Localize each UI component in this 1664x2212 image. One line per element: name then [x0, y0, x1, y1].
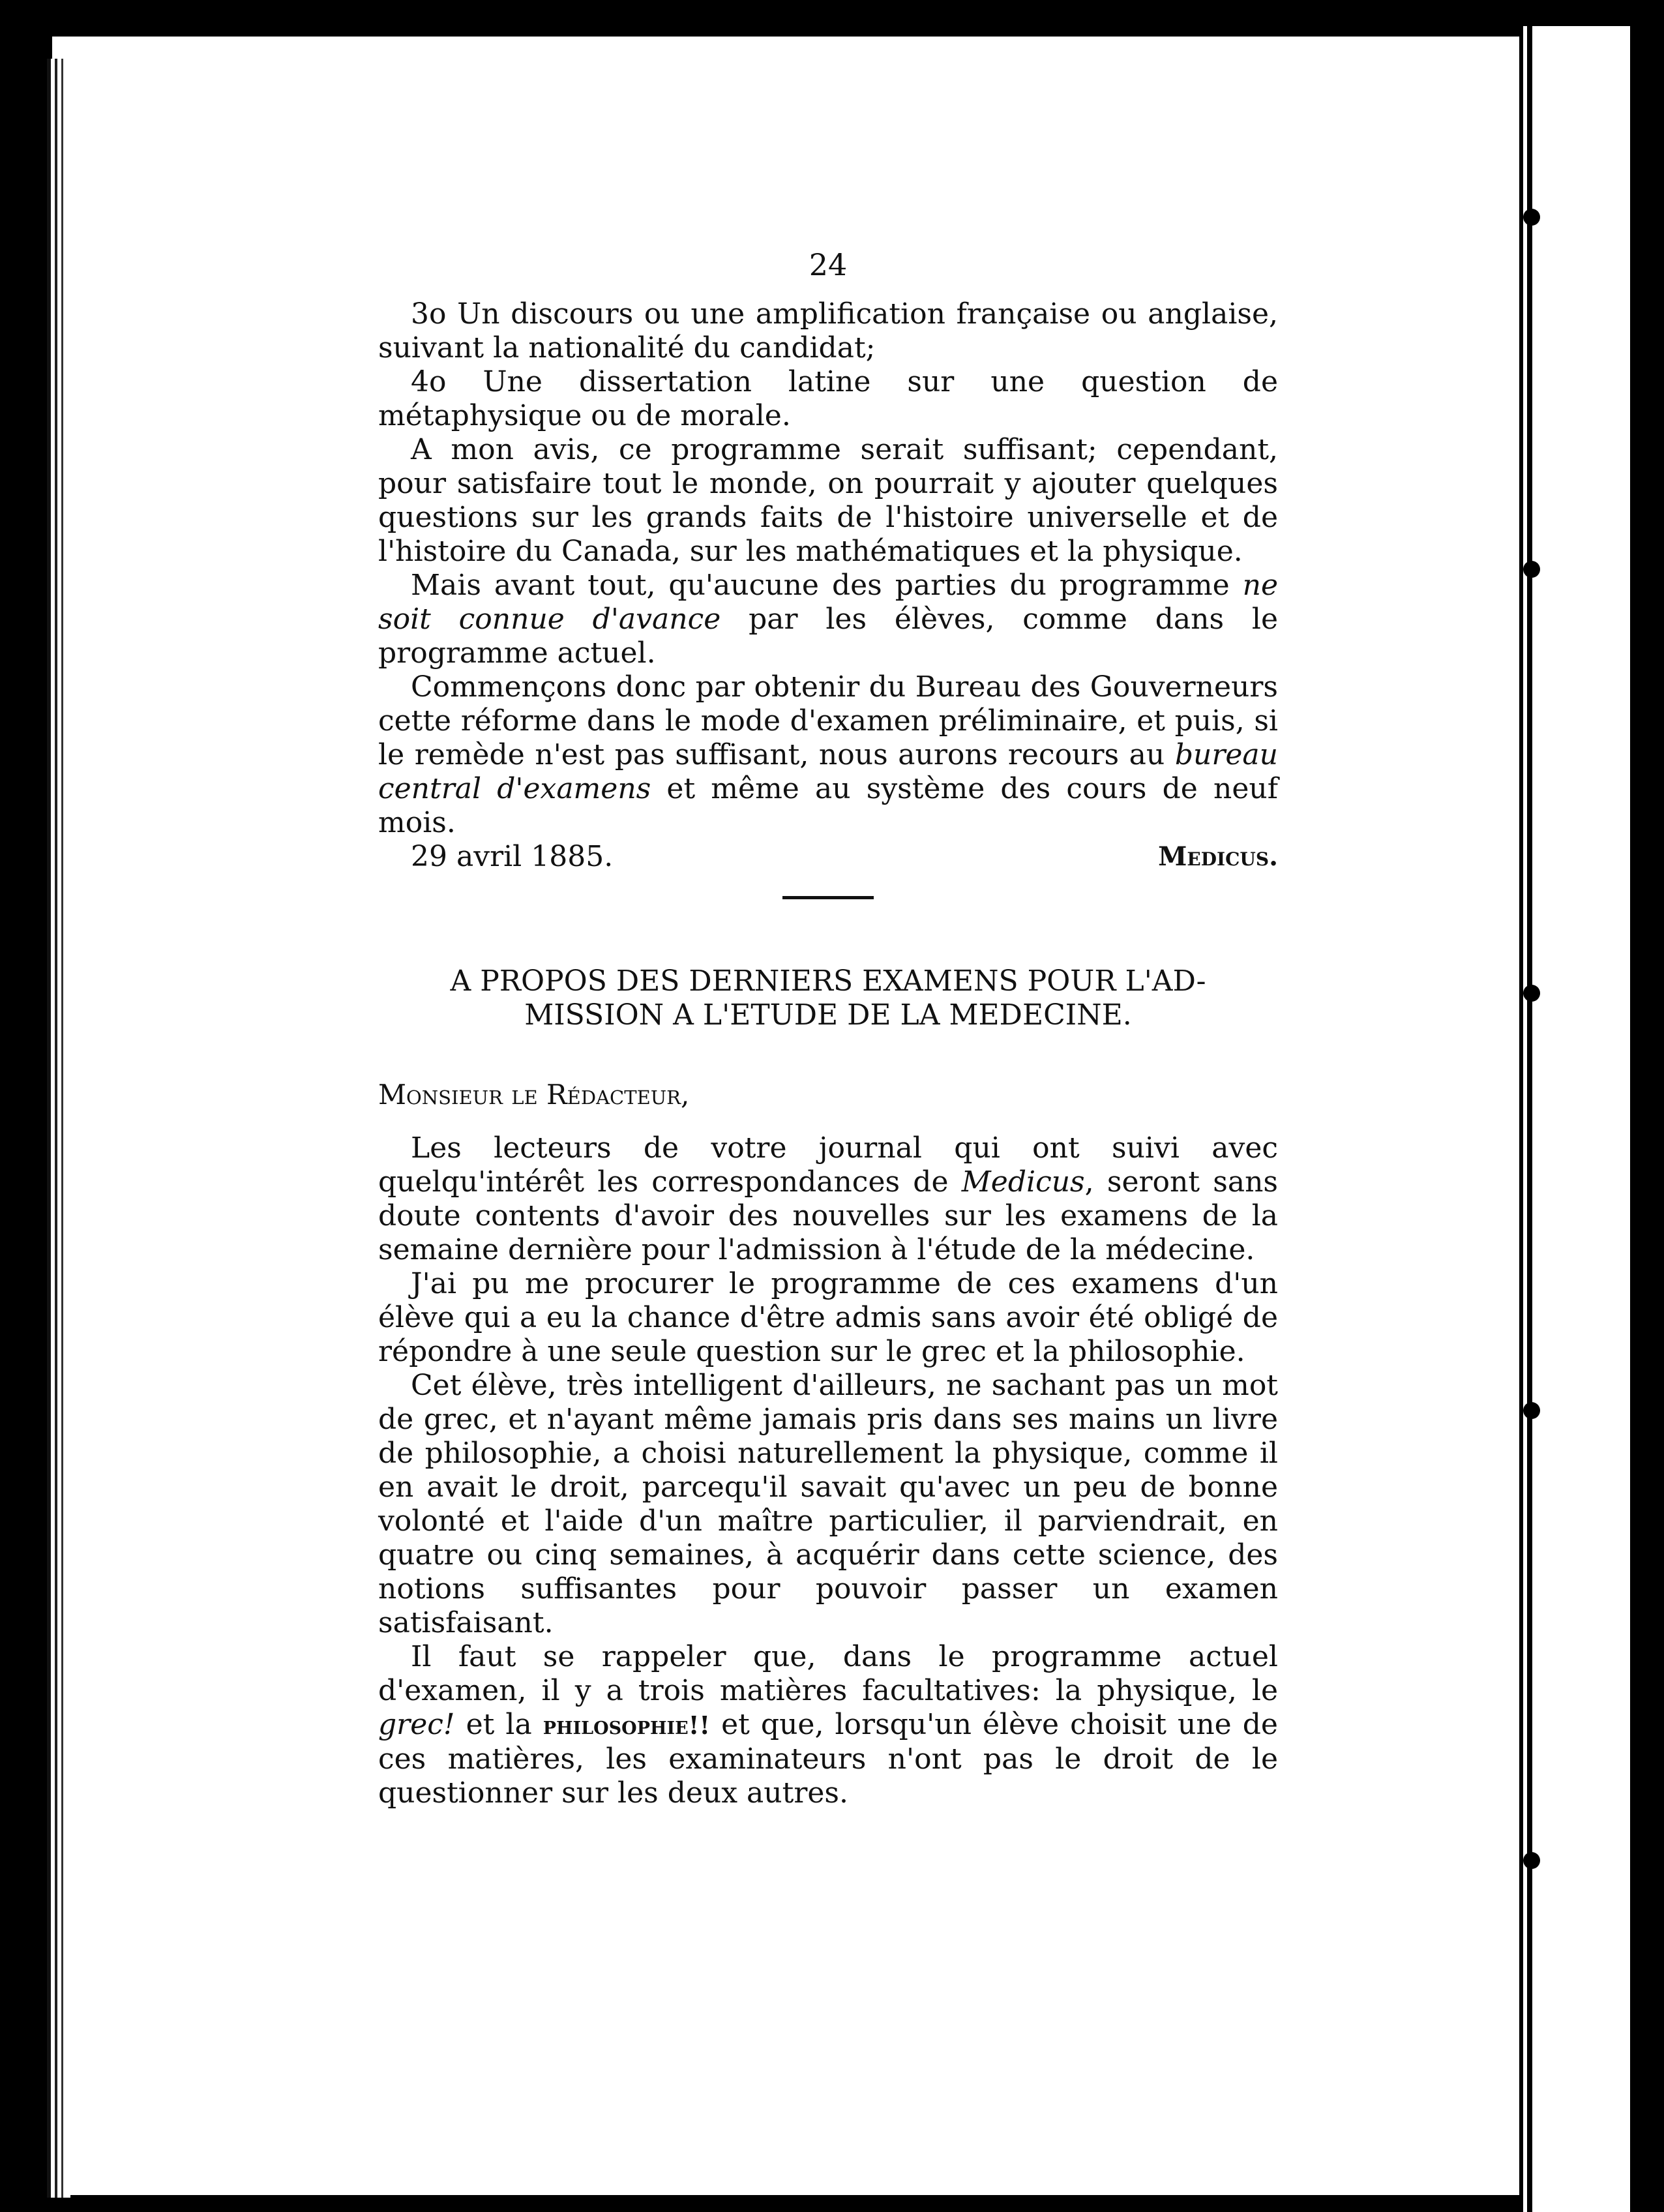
paragraph-text: , seront sans doute contents d'avoir des nouvelles sur les examens de la semaine dernière pour l'admission à l'étude de la médecine.	[378, 1165, 1278, 1266]
left-page-edge	[47, 59, 70, 2198]
italic-phrase: grec!	[378, 1708, 455, 1741]
paragraph-text: et la	[466, 1708, 532, 1741]
paragraph-text: et que, lorsqu'un élève choisit une de ces matières, les examinateurs n'ont pas le droit de le questionner sur les deux autres.	[378, 1708, 1278, 1810]
binding-thread-knot	[1523, 561, 1540, 578]
paragraph	[378, 670, 1278, 840]
italic-phrase: bureau central d'examens	[378, 738, 1278, 805]
paragraph-text: Commençons donc par obtenir du Bureau des Gouverneurs cette réforme dans le mode d'examen préliminaire, et puis, si le remède n'est pas suffisant, nous aurons recours au	[378, 670, 1278, 771]
paragraph-text: par les élèves, comme dans le programme actuel.	[378, 603, 1278, 670]
paragraph	[378, 569, 1278, 670]
signature-line	[378, 840, 1278, 874]
section-divider	[782, 896, 874, 899]
paragraph: 3o Un discours ou une amplification française ou anglaise, suivant la nationalité du candidat;	[378, 297, 1278, 365]
signature: Medicus.	[1158, 841, 1278, 872]
binding-spine	[1519, 26, 1535, 2212]
salutation: Monsieur le Rédacteur,	[378, 1079, 690, 1111]
paragraph-text: Mais avant tout, qu'aucune des parties du programme	[411, 569, 1230, 602]
paragraph-text: Il faut se rappeler que, dans le programme actuel d'examen, il y a trois matières facultatives: la physique, le	[378, 1640, 1278, 1707]
italic-phrase: ne soit connue d'avance	[378, 569, 1278, 636]
italic-phrase: Medicus	[961, 1165, 1085, 1199]
paragraph-text: Les lecteurs de votre journal qui ont suivi avec quelqu'intérêt les correspondances de	[378, 1131, 1278, 1199]
binding-thread-knot	[1523, 1402, 1540, 1419]
small-caps-phrase: philosophie!!	[542, 1711, 711, 1740]
binding-thread-knot	[1523, 985, 1540, 1002]
paragraph	[378, 1640, 1278, 1810]
paragraph: A mon avis, ce programme serait suffisant; cependant, pour satisfaire tout le monde, on pourrait y ajouter quelques questions sur les grands faits de l'histoire universelle et de l'histoire du Canada, sur les mathématiques et la physique.	[378, 433, 1278, 568]
letter-date: 29 avril 1885.	[411, 840, 614, 873]
heading-line: A PROPOS DES DERNIERS EXAMENS POUR L'AD-	[450, 964, 1206, 998]
document-text	[378, 248, 1278, 1810]
binding-thread-knot	[1523, 209, 1540, 226]
page-number: 24	[809, 247, 848, 282]
article-heading	[378, 964, 1278, 1032]
binding-thread-knot	[1523, 1852, 1540, 1869]
paragraph	[378, 1131, 1278, 1267]
right-scan-border	[1630, 26, 1664, 2212]
paragraph: J'ai pu me procurer le programme de ces examens d'un élève qui a eu la chance d'être admis sans avoir été obligé de répondre à une seule question sur le grec et la philosophie.	[378, 1267, 1278, 1368]
heading-line: MISSION A L'ETUDE DE LA MEDECINE.	[524, 998, 1132, 1032]
paragraph-text: et même au système des cours de neuf mois.	[378, 772, 1278, 839]
paragraph: Cet élève, très intelligent d'ailleurs, ne sachant pas un mot de grec, et n'ayant même jamais pris dans ses mains un livre de philosophie, a choisi naturellement la physique, comme il en avait le droit, parcequ'il savait qu'avec un peu de bonne volonté et l'aide d'un maître particulier, il parviendrait, en quatre ou cinq semaines, à acquérir dans cette science, des notions suffisantes pour pouvoir passer un examen satisfaisant.	[378, 1369, 1278, 1639]
paragraph: 4o Une dissertation latine sur une question de métaphysique ou de morale.	[378, 365, 1278, 432]
